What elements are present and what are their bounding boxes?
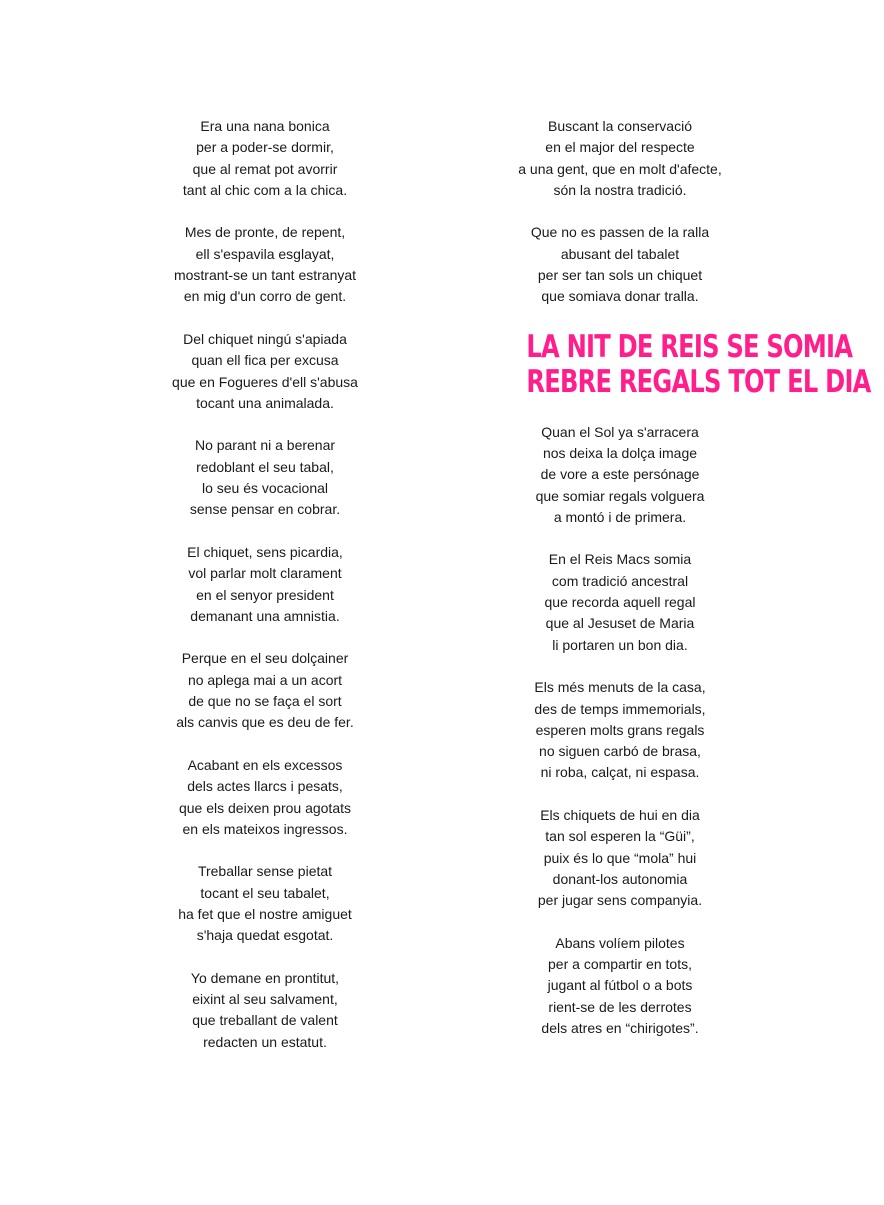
verse-line: No parant ni a berenar: [194, 437, 336, 454]
verse-line: s'haja quedat esgotat.: [196, 927, 334, 944]
verse-line: Treballar sense pietat: [197, 863, 333, 880]
verse-line: ell s'espavila esglayat,: [195, 245, 335, 262]
verse-line: vol parlar molt clarament: [188, 565, 342, 582]
verse-line: sense pensar en cobrar.: [189, 501, 341, 518]
verse-line: són la nostra tradició.: [553, 181, 687, 198]
verse-line: tan sol esperen la “Güi”,: [545, 828, 695, 845]
stanza: [500, 805, 740, 911]
stanza: [500, 677, 740, 783]
verse-line: dels actes llarcs i pesats,: [187, 778, 343, 795]
stanza: [500, 422, 740, 528]
verse-line: lo seu és vocacional: [201, 480, 329, 497]
verse-line: que recorda aquell regal: [544, 594, 696, 611]
verse-line: en mig d'un corro de gent.: [183, 288, 347, 305]
stanza: [145, 116, 385, 201]
verse-line: que en Fogueres d'ell s'abusa: [172, 373, 358, 390]
verse-line: per a poder-se dormir,: [196, 139, 334, 156]
verse-line: jugant al fútbol o a bots: [547, 977, 693, 994]
verse-line: no siguen carbó de brasa,: [539, 743, 701, 760]
verse-line: Els més menuts de la casa,: [534, 679, 706, 696]
verse-line: que somiar regals volguera: [535, 487, 705, 504]
verse-line: de vore a este persónage: [540, 466, 700, 483]
poem-left-column: [145, 116, 385, 1053]
poem-title-line: REBRE REGALS TOT EL DIA: [526, 363, 871, 400]
verse-line: En el Reis Macs somia: [548, 551, 692, 568]
verse-line: tant al chic com a la chica.: [182, 181, 348, 198]
verse-line: en el senyor president: [196, 586, 334, 603]
verse-line: en els mateixos ingressos.: [182, 820, 348, 837]
stanza: [145, 861, 385, 946]
verse-line: com tradició ancestral: [551, 572, 689, 589]
verse-line: per jugar sens companyia.: [537, 892, 703, 909]
verse-line: que somiava donar tralla.: [541, 288, 699, 305]
stanza: [145, 542, 385, 627]
verse-line: als canvis que es deu de fer.: [176, 714, 354, 731]
stanza: [145, 329, 385, 414]
verse-line: no aplega mai a un acort: [187, 671, 343, 688]
verse-line: de que no se faça el sort: [188, 693, 342, 710]
poem-right-column: [500, 116, 871, 1039]
verse-line: Buscant la conservació: [548, 118, 692, 134]
verse-line: puix és lo que “mola” hui: [543, 849, 697, 866]
stanza: [500, 549, 740, 655]
verse-line: Era una nana bonica: [200, 118, 330, 134]
verse-line: tocant una animalada.: [196, 394, 334, 411]
verse-line: redacten un estatut.: [203, 1033, 327, 1050]
stanza: [145, 968, 385, 1053]
verse-line: dels atres en “chirigotes”.: [541, 1019, 699, 1036]
poem-title: [526, 328, 871, 400]
verse-line: li portaren un bon dia.: [552, 636, 688, 653]
verse-line: ha fet que el nostre amiguet: [178, 905, 352, 922]
verse-line: que al Jesuset de Maria: [545, 615, 695, 632]
verse-line: que els deixen prou agotats: [178, 799, 351, 816]
verse-line: a montó i de primera.: [553, 508, 687, 525]
verse-line: Acabant en els excessos: [187, 756, 343, 773]
stanza: [145, 222, 385, 307]
verse-line: demanant una amnistia.: [190, 607, 340, 624]
verse-line: per ser tan sols un chiquet: [537, 267, 703, 284]
verse-line: Del chiquet ningú s'apiada: [183, 330, 347, 347]
verse-line: esperen molts grans regals: [535, 721, 705, 738]
verse-line: Mes de pronte, de repent,: [184, 224, 346, 241]
verse-line: en el major del respecte: [545, 139, 695, 156]
verse-line: Abans volíem pilotes: [555, 934, 685, 951]
verse-line: Els chiquets de hui en dia: [540, 807, 700, 824]
verse-line: des de temps immemorials,: [534, 700, 706, 717]
verse-line: donant-los autonomia: [552, 870, 688, 887]
stanza: [145, 648, 385, 733]
verse-line: quan ell fica per excusa: [191, 352, 339, 369]
stanza: [500, 933, 740, 1039]
verse-line: Yo demane en prontitut,: [190, 969, 340, 986]
verse-line: Quan el Sol ya s'arracera: [541, 423, 699, 440]
verse-line: rient-se de les derrotes: [548, 998, 692, 1015]
verse-line: mostrant-se un tant estranyat: [173, 267, 357, 284]
verse-line: tocant el seu tabalet,: [200, 884, 330, 901]
verse-line: eixint al seu salvament,: [192, 991, 338, 1008]
verse-line: Perque en el seu dolçainer: [181, 650, 349, 667]
verse-line: nos deixa la dolça image: [542, 444, 698, 461]
verse-line: Que no es passen de la ralla: [530, 224, 710, 241]
verse-line: abusant del tabalet: [560, 245, 680, 262]
verse-line: El chiquet, sens picardia,: [187, 543, 343, 560]
stanza: [500, 222, 740, 307]
poem-title-line: LA NIT DE REIS SE SOMIA: [526, 328, 853, 365]
verse-line: ni roba, calçat, ni espasa.: [540, 764, 700, 781]
stanza: [145, 435, 385, 520]
verse-line: redoblant el seu tabal,: [196, 458, 334, 475]
verse-line: que al remat pot avorrir: [192, 160, 338, 177]
stanza: [145, 755, 385, 840]
verse-line: a una gent, que en molt d'afecte,: [518, 160, 722, 177]
stanza: [500, 116, 740, 201]
verse-line: que treballant de valent: [192, 1012, 338, 1029]
verse-line: per a compartir en tots,: [548, 956, 692, 973]
